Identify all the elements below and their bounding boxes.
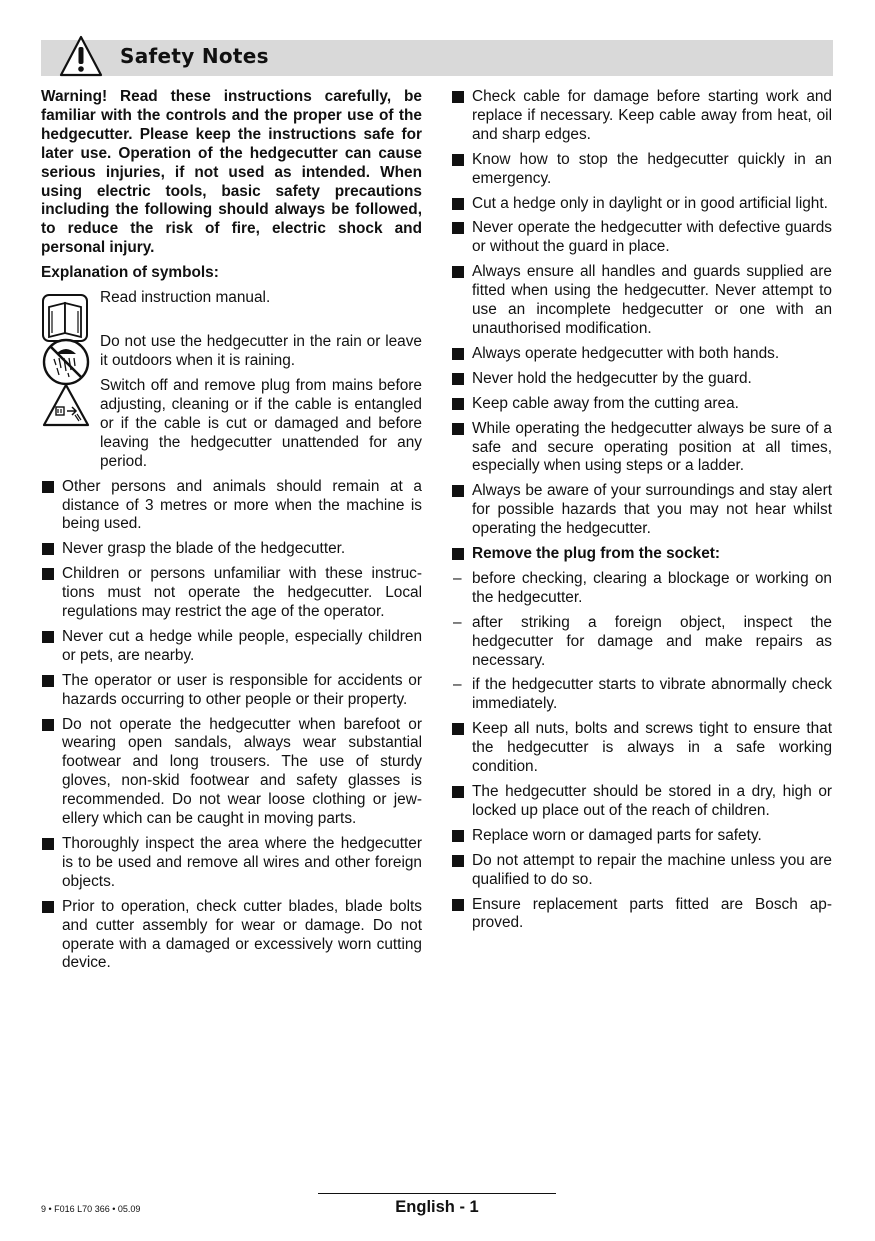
list-item-text: The hedgecutter should be stored in a dry, high or locked up place out of the reach of children. bbox=[472, 783, 832, 819]
list-item-text: Know how to stop the hedgecutter quickly in an emergency. bbox=[472, 150, 832, 187]
dash-item bbox=[451, 676, 832, 714]
list-item-text: Do not operate the hedgecutter when barefoot or wearing open sandals, always wear substantial footwear and long trousers. The use of sturdy gloves, non-skid footwear and safety glasses is recommended. Do not wear loose clothing or jewellery which can be caught in moving parts. bbox=[62, 715, 422, 828]
bullet-square-icon bbox=[452, 899, 464, 911]
dash-item bbox=[451, 614, 832, 671]
list-item bbox=[451, 88, 832, 145]
list-item-text: Prior to operation, check cutter blades, blade bolts and cutter assembly for wear or damage. Do not operate with a damaged or excessively worn cutting device. bbox=[62, 897, 422, 972]
list-item-text: Never grasp the blade of the hedgecutter. bbox=[62, 540, 346, 558]
symbol-row bbox=[41, 333, 422, 371]
bullet-square-icon bbox=[42, 901, 54, 913]
list-item-text: Check cable for damage before starting work and replace if necessary. Keep cable away from heat, oil and sharp edges. bbox=[472, 88, 832, 143]
list-item-text: Never hold the hedgecutter by the guard. bbox=[472, 369, 752, 387]
list-item bbox=[41, 565, 422, 622]
bullet-square-icon bbox=[452, 485, 464, 497]
bullet-square-icon bbox=[42, 568, 54, 580]
left-column bbox=[41, 88, 422, 979]
bullet-square-icon bbox=[452, 548, 464, 560]
list-item-text: after striking a foreign object, inspect the hedgecutter for damage and make repairs as necessary. bbox=[472, 613, 832, 669]
list-item-text: if the hedgecutter starts to vibrate abnormally check immediately. bbox=[472, 676, 832, 713]
bullet-square-icon bbox=[42, 631, 54, 643]
list-item-text: Ensure replacement parts fitted are Bosch approved. bbox=[472, 895, 832, 932]
section-header-bar bbox=[41, 40, 833, 76]
bullet-square-icon bbox=[452, 198, 464, 210]
bullet-square-icon bbox=[452, 373, 464, 385]
plug-heading: Remove the plug from the socket: bbox=[472, 545, 721, 563]
bullet-square-icon bbox=[42, 838, 54, 850]
list-item bbox=[451, 195, 832, 214]
bullet-square-icon bbox=[452, 398, 464, 410]
bullet-square-icon bbox=[452, 855, 464, 867]
list-item bbox=[451, 395, 832, 414]
warning-triangle-icon bbox=[58, 34, 104, 78]
dash-marker: – bbox=[453, 613, 462, 631]
list-item-text: While operating the hedgecutter always be sure of a safe and secure operating position at all times, especially when using steps or a ladder. bbox=[472, 419, 832, 475]
symbol-text: Do not use the hedgecutter in the rain or leave it outdoors when it is raining. bbox=[100, 333, 422, 369]
list-item-text: Always be aware of your surroundings and stay alert for possible hazards that you may not hear whilst operating the hedgecutter. bbox=[472, 482, 832, 538]
dash-marker: – bbox=[453, 676, 462, 694]
list-item-text: Cut a hedge only in daylight or in good artificial light. bbox=[472, 194, 828, 212]
left-bullet-list bbox=[41, 478, 422, 974]
list-item bbox=[451, 720, 832, 777]
right-bullet-list bbox=[451, 88, 832, 933]
list-item bbox=[41, 540, 422, 559]
list-item bbox=[41, 672, 422, 710]
unplug-warning-icon bbox=[41, 381, 91, 431]
symbol-text: Read instruction manual. bbox=[100, 289, 271, 307]
document-code: 9 • F016 L70 366 • 05.09 bbox=[41, 1204, 141, 1214]
bullet-square-icon bbox=[42, 543, 54, 555]
list-item bbox=[41, 716, 422, 829]
list-item-text: Always operate hedgecutter with both hands. bbox=[472, 344, 780, 362]
bullet-square-icon bbox=[452, 348, 464, 360]
symbol-text: Switch off and remove plug from mains before adjusting, cleaning or if the cable is entangled or if the cable is cut or damaged and before leaving the hedgecutter unattended for any period. bbox=[100, 377, 422, 470]
bullet-square-icon bbox=[452, 830, 464, 842]
list-item bbox=[451, 420, 832, 477]
list-item-text: before checking, clearing a blockage or working on the hedgecutter. bbox=[472, 569, 832, 606]
bullet-square-icon bbox=[42, 481, 54, 493]
bullet-square-icon bbox=[452, 786, 464, 798]
list-item-text: Never operate the hedgecutter with defective guards or without the guard in place. bbox=[472, 219, 832, 256]
bullet-square-icon bbox=[452, 154, 464, 166]
list-item-text: Other persons and animals should remain at a distance of 3 metres or more when the machine is being used. bbox=[62, 477, 422, 533]
bullet-square-icon bbox=[42, 675, 54, 687]
symbol-row bbox=[41, 289, 422, 327]
list-item bbox=[451, 852, 832, 890]
bullet-square-icon bbox=[452, 266, 464, 278]
page-title: Safety Notes bbox=[120, 44, 269, 68]
list-item-text: Never cut a hedge while people, especially children or pets, are nearby. bbox=[62, 627, 422, 664]
list-item-text: Children or persons unfamiliar with these instructions must not operate the hedgecutter. Local regulations may restrict the age of the operator. bbox=[62, 565, 422, 621]
list-item bbox=[451, 345, 832, 364]
list-item bbox=[451, 783, 832, 821]
list-item-text: The operator or user is responsible for accidents or hazards occurring to other people or their property. bbox=[62, 671, 422, 708]
dash-item bbox=[451, 570, 832, 608]
list-item bbox=[451, 370, 832, 389]
bullet-square-icon bbox=[452, 222, 464, 234]
list-item-text: Thoroughly inspect the area where the hedgecutter is to be used and remove all wires and other foreign objects. bbox=[62, 835, 422, 890]
list-item-text: Always ensure all handles and guards supplied are fitted when using the hedgecutter. Never attempt to use an incomplete hedgecutter or one with an unauthorised modification. bbox=[472, 263, 832, 337]
list-item-text: Keep all nuts, bolts and screws tight to ensure that the hedgecutter is always in a safe working condition. bbox=[472, 720, 832, 776]
symbols-heading: Explanation of symbols: bbox=[41, 264, 219, 282]
list-item bbox=[451, 263, 832, 339]
list-item bbox=[41, 898, 422, 974]
right-column bbox=[451, 88, 832, 939]
dash-marker: – bbox=[453, 569, 462, 587]
list-item bbox=[451, 896, 832, 934]
list-item bbox=[451, 827, 832, 846]
list-item bbox=[451, 219, 832, 257]
symbol-row bbox=[41, 377, 422, 472]
list-item-text: Keep cable away from the cutting area. bbox=[472, 394, 739, 412]
page-label: English - 1 bbox=[395, 1198, 479, 1216]
list-item bbox=[451, 482, 832, 539]
bullet-square-icon bbox=[452, 423, 464, 435]
list-item bbox=[451, 151, 832, 189]
bullet-square-icon bbox=[452, 91, 464, 103]
list-item bbox=[41, 628, 422, 666]
list-item-text: Do not attempt to repair the machine unless you are qualified to do so. bbox=[472, 851, 832, 888]
footer-divider bbox=[318, 1193, 556, 1194]
list-item-text: Replace worn or damaged parts for safety. bbox=[472, 826, 762, 844]
bullet-square-icon bbox=[452, 723, 464, 735]
list-item bbox=[41, 835, 422, 892]
warning-paragraph: Warning! Read these instructions carefully, be familiar with the controls and the proper use of the hedgecutter. Please keep the instructions safe for later use. Operation of the hedgecutter can cause serious injuries, if not used as intended. When using electric tools, basic safety precautions including the following should always be followed, to reduce the risk of fire, electric shock and personal injury. bbox=[41, 88, 422, 257]
list-item bbox=[41, 478, 422, 535]
bullet-square-icon bbox=[42, 719, 54, 731]
plug-heading-item bbox=[451, 545, 832, 564]
